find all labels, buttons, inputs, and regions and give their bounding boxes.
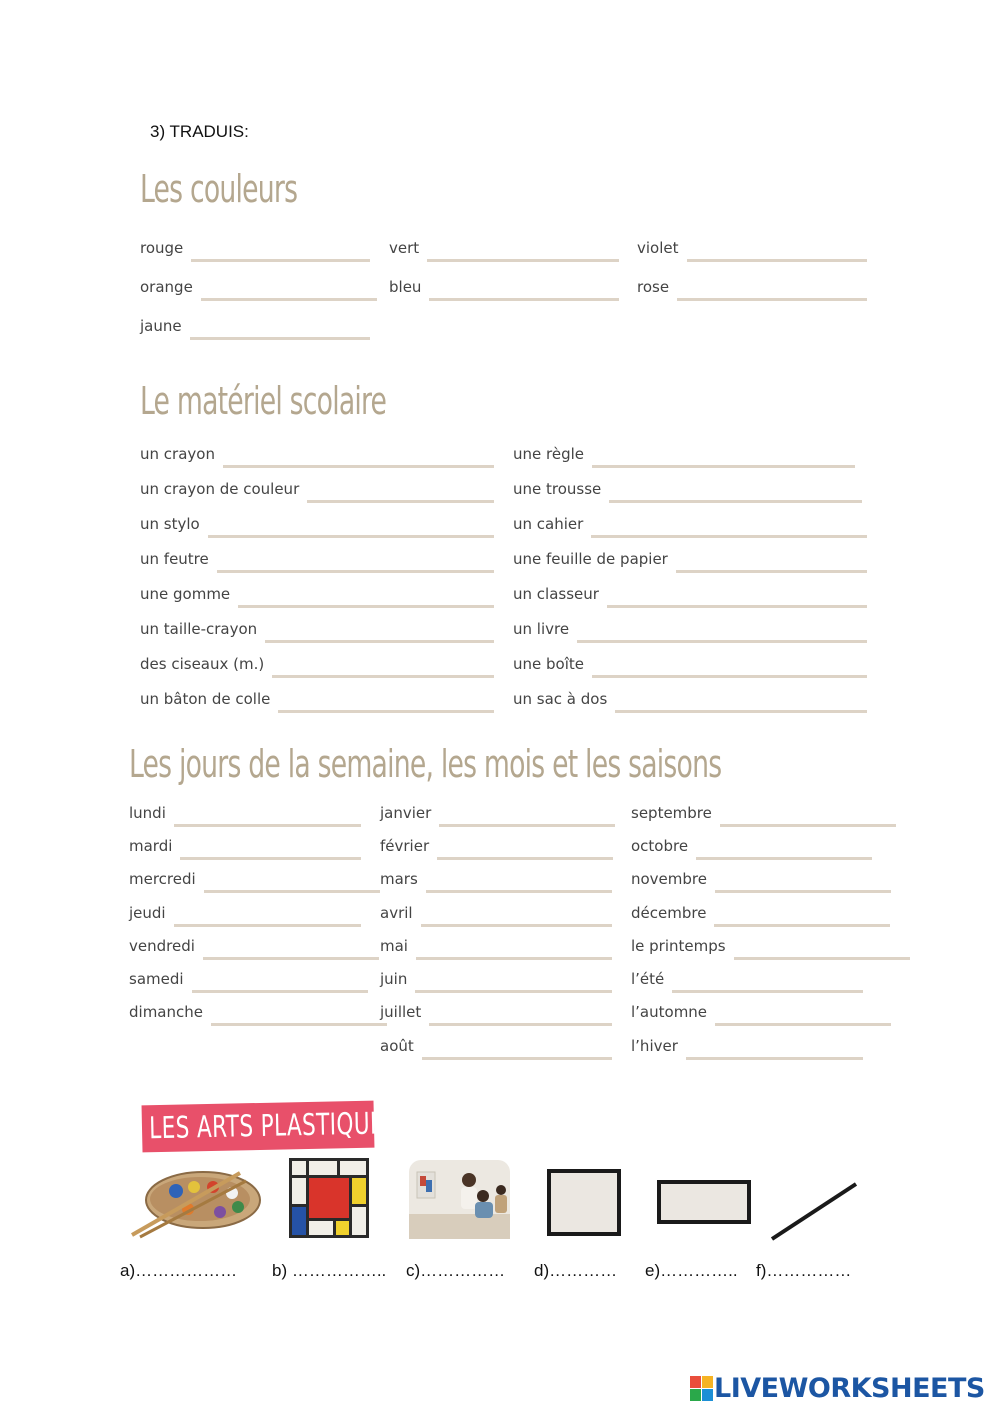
field-row: [380, 801, 612, 821]
answer-input[interactable]: [204, 890, 380, 893]
answer-input[interactable]: [307, 500, 494, 503]
word-label: l’hiver: [631, 1037, 678, 1055]
section-title-materiel: Le matériel scolaire: [140, 379, 387, 423]
answer-input[interactable]: [607, 605, 867, 608]
answer-input[interactable]: [416, 957, 612, 960]
answer-input[interactable]: [201, 298, 377, 301]
mondrian-painting-icon: [289, 1158, 369, 1238]
word-label: orange: [140, 278, 193, 296]
field-row: [129, 967, 361, 987]
answer-input[interactable]: [211, 1023, 387, 1026]
field-row: [140, 236, 370, 256]
word-label: un crayon: [140, 445, 215, 463]
word-label: bleu: [389, 278, 422, 296]
field-row: [140, 547, 494, 567]
field-row: [637, 275, 867, 295]
field-row: [380, 834, 612, 854]
field-row: [631, 901, 863, 921]
word-label: mars: [380, 870, 418, 888]
answer-input[interactable]: [190, 337, 370, 340]
word-label: un livre: [513, 620, 570, 638]
answer-b[interactable]: b) ……………..: [272, 1261, 387, 1280]
answer-input[interactable]: [278, 710, 494, 713]
instruction: 3) TRADUIS:: [150, 122, 249, 141]
answer-a[interactable]: a)………………: [120, 1261, 238, 1280]
word-label: jeudi: [129, 904, 166, 922]
answer-input[interactable]: [422, 1057, 612, 1060]
word-label: vendredi: [129, 937, 195, 955]
answer-input[interactable]: [734, 957, 910, 960]
field-row: [513, 617, 867, 637]
answer-input[interactable]: [591, 535, 867, 538]
word-label: novembre: [631, 870, 707, 888]
answer-input[interactable]: [180, 857, 361, 860]
word-label: septembre: [631, 804, 712, 822]
word-label: février: [380, 837, 430, 855]
word-label: rouge: [140, 239, 184, 257]
field-row: [513, 477, 862, 497]
field-row: [129, 1000, 361, 1020]
answer-input[interactable]: [677, 298, 867, 301]
answer-input[interactable]: [676, 570, 867, 573]
word-label: août: [380, 1037, 414, 1055]
word-label: une gomme: [140, 585, 231, 603]
field-row: [140, 314, 370, 334]
answer-f[interactable]: f)……………: [756, 1261, 852, 1280]
answer-input[interactable]: [437, 857, 613, 860]
answer-input[interactable]: [265, 640, 494, 643]
word-label: dimanche: [129, 1003, 203, 1021]
field-row: [140, 687, 494, 707]
word-label: mercredi: [129, 870, 196, 888]
word-label: l’automne: [631, 1003, 708, 1021]
field-row: [129, 901, 361, 921]
rectangle-shape-icon: [657, 1180, 752, 1225]
answer-input[interactable]: [577, 640, 867, 643]
answer-input[interactable]: [720, 824, 896, 827]
answer-input[interactable]: [714, 924, 890, 927]
answer-input[interactable]: [217, 570, 494, 573]
answer-input[interactable]: [592, 465, 855, 468]
field-row: [513, 442, 855, 462]
answer-e[interactable]: e)…………..: [645, 1261, 738, 1280]
word-label: des ciseaux (m.): [140, 655, 265, 673]
field-row: [631, 801, 863, 821]
field-row: [140, 617, 494, 637]
liveworksheets-badge-icon: [690, 1376, 714, 1402]
answer-input[interactable]: [696, 857, 872, 860]
answer-input[interactable]: [609, 500, 862, 503]
palette-icon: [128, 1165, 263, 1240]
answer-input[interactable]: [208, 535, 494, 538]
answer-input[interactable]: [223, 465, 494, 468]
answer-input[interactable]: [715, 890, 891, 893]
word-label: vert: [389, 239, 420, 257]
field-row: [129, 934, 361, 954]
word-label: une trousse: [513, 480, 602, 498]
word-label: violet: [637, 239, 679, 257]
field-row: [140, 477, 494, 497]
section-title-jours: Les jours de la semaine, les mois et les saisons: [129, 742, 722, 786]
field-row: [380, 1034, 612, 1054]
field-row: [140, 512, 494, 532]
field-row: [631, 934, 863, 954]
answer-input[interactable]: [272, 675, 494, 678]
word-label: l’été: [631, 970, 665, 988]
word-label: rose: [637, 278, 670, 296]
word-label: le printemps: [631, 937, 726, 955]
word-label: un feutre: [140, 550, 209, 568]
line-shape-icon: [768, 1180, 860, 1243]
field-row: [631, 834, 863, 854]
answer-input[interactable]: [174, 824, 361, 827]
liveworksheets-logo: [690, 1373, 985, 1404]
word-label: une feuille de papier: [513, 550, 668, 568]
answer-input[interactable]: [426, 890, 612, 893]
field-row: [389, 275, 619, 295]
field-row: [631, 967, 863, 987]
word-label: un stylo: [140, 515, 200, 533]
answer-input[interactable]: [429, 1023, 612, 1026]
field-row: [513, 652, 867, 672]
field-row: [513, 547, 867, 567]
answer-input[interactable]: [174, 924, 361, 927]
answer-input[interactable]: [238, 605, 494, 608]
word-label: mardi: [129, 837, 173, 855]
field-row: [631, 867, 863, 887]
word-label: lundi: [129, 804, 166, 822]
field-row: [140, 652, 494, 672]
field-row: [140, 582, 494, 602]
answer-input[interactable]: [687, 259, 868, 262]
arts-banner: [142, 1101, 399, 1153]
word-label: samedi: [129, 970, 184, 988]
field-row: [129, 801, 361, 821]
field-row: [140, 442, 494, 462]
art-class-photo-icon: [409, 1160, 510, 1239]
section-title-couleurs: Les couleurs: [140, 167, 298, 211]
word-label: un cahier: [513, 515, 584, 533]
word-label: janvier: [380, 804, 432, 822]
field-row: [129, 867, 361, 887]
word-label: jaune: [140, 317, 182, 335]
word-label: une boîte: [513, 655, 584, 673]
word-label: octobre: [631, 837, 689, 855]
answer-input[interactable]: [192, 990, 368, 993]
word-label: juin: [380, 970, 408, 988]
field-row: [380, 901, 612, 921]
field-row: [631, 1000, 863, 1020]
answer-input[interactable]: [429, 298, 619, 301]
answer-input[interactable]: [686, 1057, 863, 1060]
field-row: [380, 1000, 612, 1020]
field-row: [380, 867, 612, 887]
answer-input[interactable]: [715, 1023, 891, 1026]
word-label: avril: [380, 904, 413, 922]
field-row: [140, 275, 370, 295]
word-label: un bâton de colle: [140, 690, 271, 708]
answer-input[interactable]: [421, 924, 612, 927]
field-row: [513, 512, 867, 532]
arts-banner-title: LES ARTS PLASTIQUES: [148, 1106, 399, 1147]
field-row: [637, 236, 867, 256]
square-shape-icon: [547, 1169, 622, 1237]
field-row: [129, 834, 361, 854]
liveworksheets-wordmark: LIVEWORKSHEETS: [714, 1373, 985, 1404]
word-label: un taille-crayon: [140, 620, 258, 638]
word-label: une règle: [513, 445, 584, 463]
answer-input[interactable]: [203, 957, 379, 960]
answer-c[interactable]: c)……………: [406, 1261, 506, 1280]
word-label: mai: [380, 937, 408, 955]
field-row: [513, 687, 867, 707]
word-label: un classeur: [513, 585, 599, 603]
answer-input[interactable]: [615, 710, 867, 713]
word-label: un sac à dos: [513, 690, 608, 708]
answer-input[interactable]: [415, 990, 612, 993]
answer-input[interactable]: [672, 990, 863, 993]
field-row: [631, 1034, 863, 1054]
field-row: [380, 967, 612, 987]
word-label: décembre: [631, 904, 707, 922]
field-row: [380, 934, 612, 954]
field-row: [513, 582, 867, 602]
word-label: un crayon de couleur: [140, 480, 300, 498]
field-row: [389, 236, 619, 256]
answer-input[interactable]: [191, 259, 370, 262]
answer-input[interactable]: [427, 259, 619, 262]
answer-input[interactable]: [592, 675, 867, 678]
answer-input[interactable]: [439, 824, 615, 827]
word-label: juillet: [380, 1003, 422, 1021]
answer-d[interactable]: d)…………: [534, 1261, 618, 1280]
